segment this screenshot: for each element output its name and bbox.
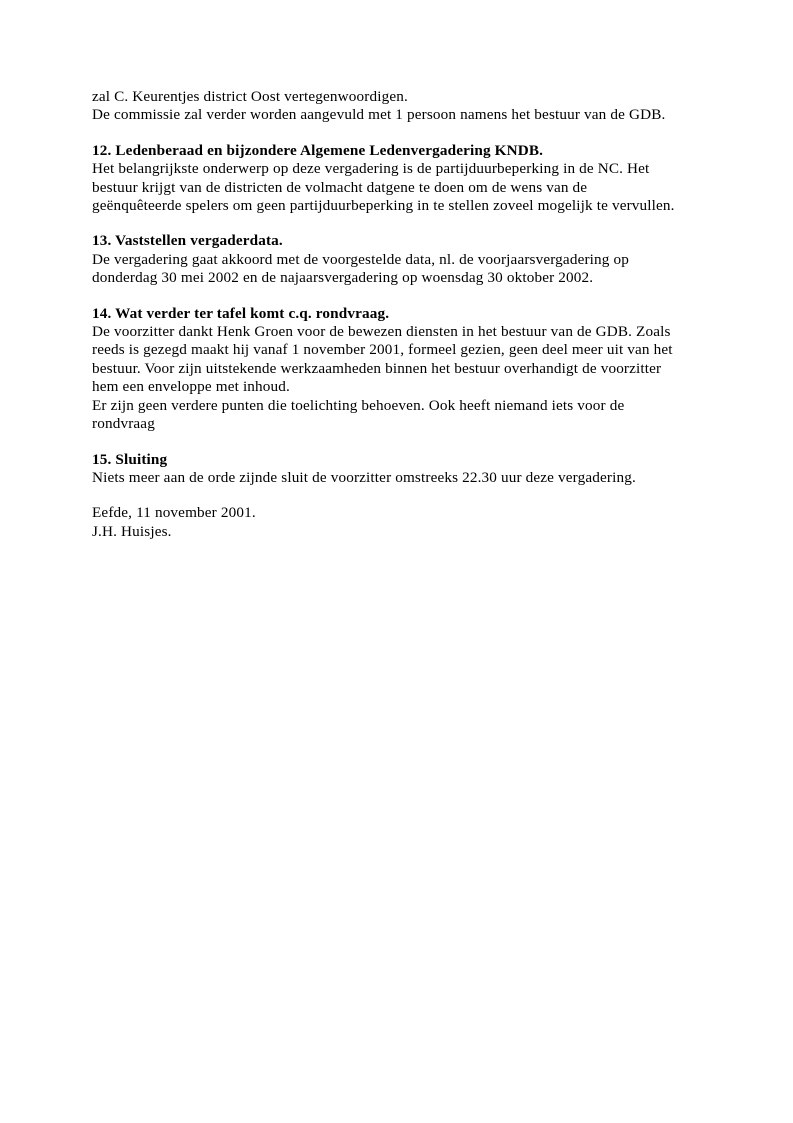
text-line: Eefde, 11 november 2001. bbox=[92, 504, 256, 522]
text-line: De voorzitter dankt Henk Groen voor de bewezen diensten in het bestuur van de GDB. Zoals bbox=[92, 323, 671, 341]
document-block-item-13 bbox=[92, 232, 704, 287]
document-block-signature bbox=[92, 504, 704, 541]
text-line: rondvraag bbox=[92, 415, 155, 433]
text-line: reeds is gezegd maakt hij vanaf 1 november 2001, formeel gezien, geen deel meer uit van het bbox=[92, 341, 673, 359]
text-line: bestuur krijgt van de districten de volmacht datgene te doen om de wens van de bbox=[92, 178, 588, 196]
document-block-intro-continued bbox=[92, 88, 704, 125]
text-line: zal C. Keurentjes district Oost vertegenwoordigen. bbox=[92, 88, 408, 105]
text-line: donderdag 30 mei 2002 en de najaarsvergadering op woensdag 30 oktober 2002. bbox=[92, 269, 594, 287]
document-body bbox=[92, 88, 704, 541]
section-heading: 12. Ledenberaad en bijzondere Algemene Ledenvergadering KNDB. bbox=[92, 141, 544, 159]
section-heading: 14. Wat verder ter tafel komt c.q. rondvraag. bbox=[92, 304, 390, 322]
text-line: Het belangrijkste onderwerp op deze vergadering is de partijduurbeperking in de NC. Het bbox=[92, 160, 650, 178]
section-heading: 13. Vaststellen vergaderdata. bbox=[92, 232, 283, 250]
text-line: geënquêteerde spelers om geen partijduurbeperking in te stellen zoveel mogelijk te vervullen. bbox=[92, 197, 675, 215]
text-line: bestuur. Voor zijn uitstekende werkzaamheden binnen het bestuur overhandigt de voorzitter bbox=[92, 359, 662, 377]
section-heading: 15. Sluiting bbox=[92, 450, 168, 468]
text-line: Niets meer aan de orde zijnde sluit de voorzitter omstreeks 22.30 uur deze vergadering. bbox=[92, 468, 636, 486]
text-line: Er zijn geen verdere punten die toelichting behoeven. Ook heeft niemand iets voor de bbox=[92, 396, 625, 414]
text-line: De commissie zal verder worden aangevuld met 1 persoon namens het bestuur van de GDB. bbox=[92, 106, 666, 124]
text-line: hem een enveloppe met inhoud. bbox=[92, 378, 290, 396]
text-line: De vergadering gaat akkoord met de voorgestelde data, nl. de voorjaarsvergadering op bbox=[92, 250, 629, 268]
document-block-item-14 bbox=[92, 305, 704, 434]
text-line: J.H. Huisjes. bbox=[92, 522, 172, 540]
document-block-item-12 bbox=[92, 142, 704, 216]
document-block-item-15 bbox=[92, 451, 704, 488]
